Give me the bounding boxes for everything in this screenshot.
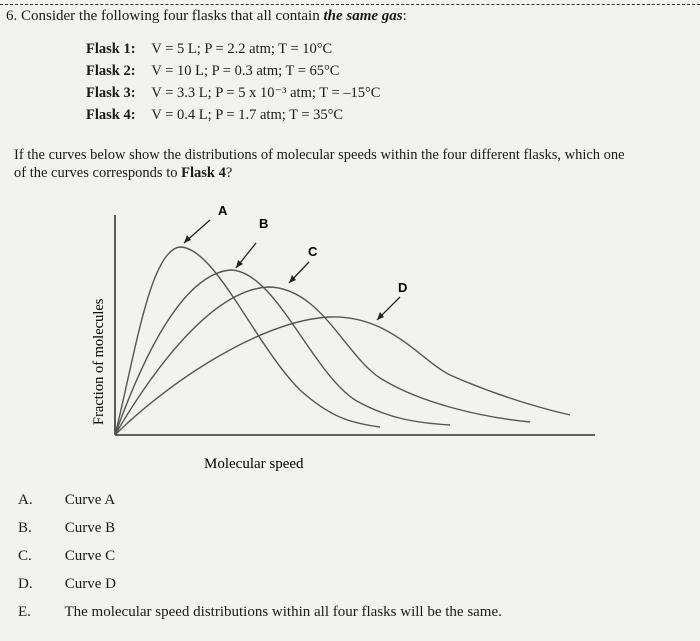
flask-list (86, 38, 380, 126)
flask-spec: V = 0.4 L; P = 1.7 atm; T = 35°C (151, 107, 344, 123)
choice-e[interactable] (18, 600, 502, 628)
choice-text: Curve B (64, 520, 116, 536)
flask-row (86, 104, 380, 126)
prompt-end: ? (225, 165, 233, 181)
choice-letter: E. (18, 604, 31, 620)
flask-row (86, 38, 380, 60)
curve-c (115, 287, 530, 435)
flask-row (86, 60, 380, 82)
flask-spec: V = 10 L; P = 0.3 atm; T = 65°C (151, 63, 340, 79)
choice-text: Curve A (64, 492, 116, 508)
flask-label: Flask 2: (86, 63, 136, 79)
flask-row (86, 82, 380, 104)
curve-label-b: B (259, 216, 269, 231)
choice-b[interactable] (18, 516, 502, 544)
question-text: Consider the following four flasks that all contain (21, 8, 320, 24)
curve-label-c: C (308, 244, 318, 259)
choice-letter: D. (18, 576, 33, 592)
choice-text: The molecular speed distributions within all four flasks will be the same. (64, 604, 502, 620)
flask-label: Flask 1: (86, 41, 136, 57)
question-emphasis: the same gas (323, 8, 403, 24)
speed-distribution-diagram (0, 195, 700, 480)
arrow-a-head (184, 235, 191, 243)
flask-spec: V = 3.3 L; P = 5 x 10⁻³ atm; T = –15°C (151, 85, 381, 101)
prompt-text: If the curves below show the distributions of molecular speeds within the four different flasks, which one of the curves corresponds to (14, 147, 625, 181)
choice-c[interactable] (18, 544, 502, 572)
question-number: 6. (6, 8, 18, 24)
choice-text: Curve C (64, 548, 116, 564)
curve-label-d: D (398, 280, 408, 295)
question-prompt (14, 146, 634, 182)
flask-label: Flask 4: (86, 107, 136, 123)
choice-a[interactable] (18, 488, 502, 516)
choice-text: Curve D (64, 576, 116, 592)
flask-spec: V = 5 L; P = 2.2 atm; T = 10°C (151, 41, 333, 57)
question-stem (6, 8, 407, 25)
choice-d[interactable] (18, 572, 502, 600)
top-dashed-divider (0, 4, 700, 5)
flask-label: Flask 3: (86, 85, 136, 101)
choice-letter: A. (18, 492, 33, 508)
answer-choices (18, 488, 502, 628)
prompt-bold: Flask 4 (181, 165, 226, 181)
choice-letter: C. (18, 548, 32, 564)
curve-d (115, 317, 570, 435)
curve-label-a: A (218, 203, 228, 218)
x-axis-label: Molecular speed (204, 456, 304, 472)
question-colon: : (402, 8, 407, 24)
y-axis-label: Fraction of molecules (91, 298, 107, 425)
choice-letter: B. (18, 520, 32, 536)
